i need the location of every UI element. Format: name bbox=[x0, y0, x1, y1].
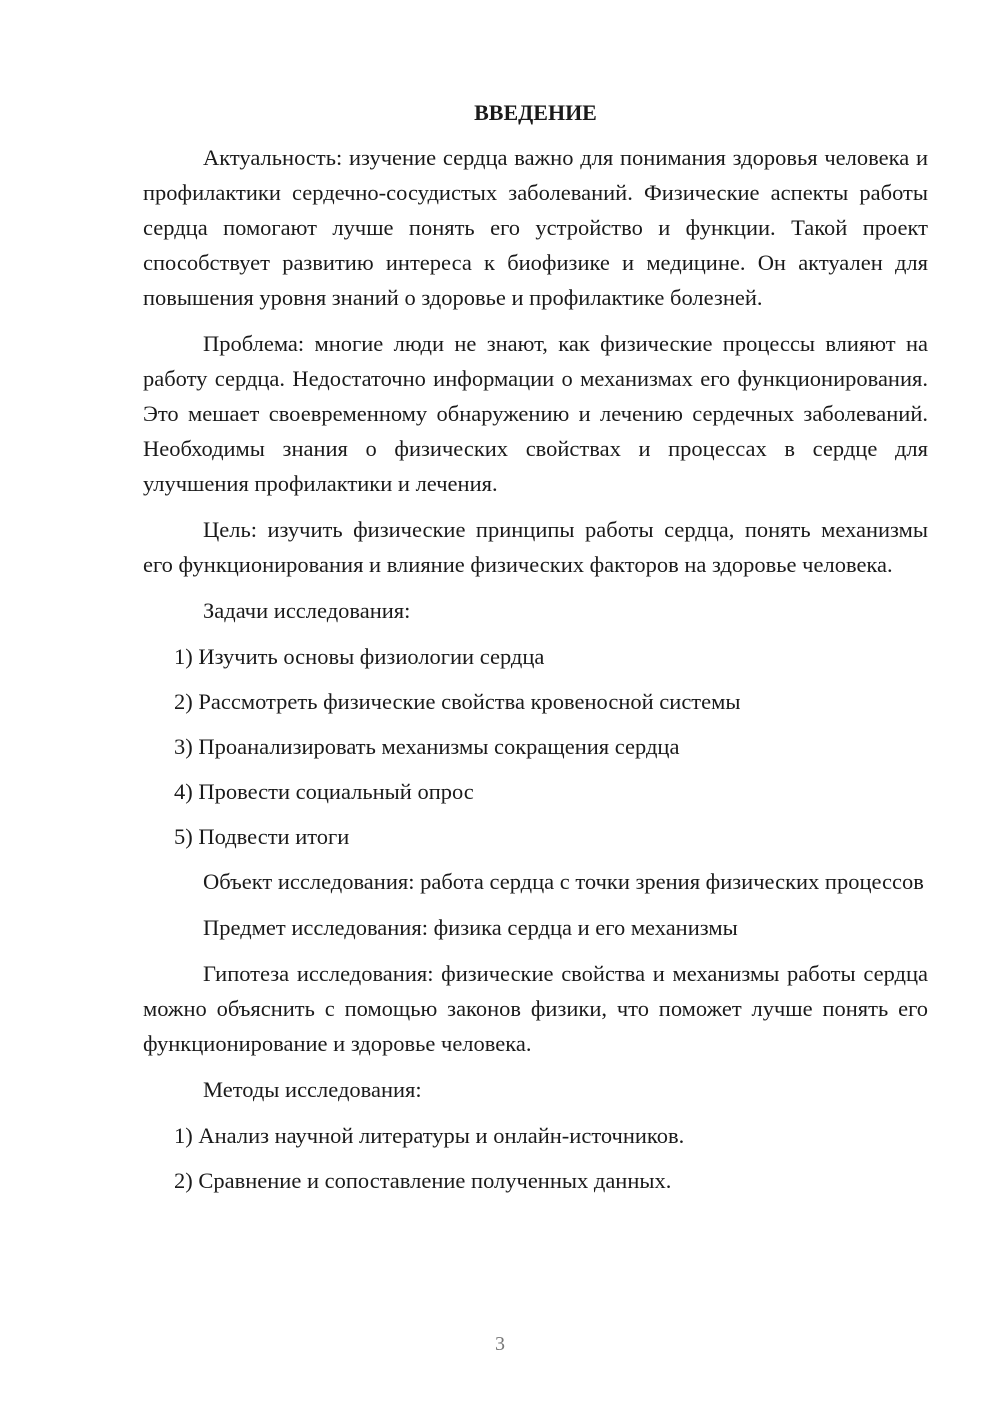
task-item: 2) Рассмотреть физические свойства кровеносной системы bbox=[174, 689, 741, 714]
page-number: 3 bbox=[495, 1333, 505, 1355]
relevance-paragraph: Актуальность: изучение сердца важно для понимания здоровья человека и профилактики сердечно-сосудистых заболеваний. Физические аспекты работы сердца помогают лучше понять его устройство и функции. Такой проект способствует развитию интереса к биофизике и медицине. Он актуален для повышения уровня знаний о здоровье и профилактике болезней. bbox=[143, 145, 928, 310]
tasks-heading: Задачи исследования: bbox=[203, 598, 411, 623]
method-item: 2) Сравнение и сопоставление полученных данных. bbox=[174, 1168, 672, 1193]
page-title: ВВЕДЕНИЕ bbox=[474, 100, 597, 125]
hypothesis-paragraph: Гипотеза исследования: физические свойства и механизмы работы сердца можно объяснить с помощью законов физики, что поможет лучше понять его функционирование и здоровье человека. bbox=[143, 961, 928, 1056]
task-item: 1) Изучить основы физиологии сердца bbox=[174, 644, 545, 669]
methods-heading: Методы исследования: bbox=[203, 1077, 422, 1102]
object-paragraph: Объект исследования: работа сердца с точки зрения физических процессов bbox=[203, 869, 924, 894]
problem-paragraph: Проблема: многие люди не знают, как физические процессы влияют на работу сердца. Недостаточно информации о механизмах его функционирования. Это мешает своевременному обнаружению и лечению сердечных заболеваний. Необходимы знания о физических свойствах и процессах в сердце для улучшения профилактики и лечения. bbox=[143, 331, 928, 496]
subject-paragraph: Предмет исследования: физика сердца и его механизмы bbox=[203, 915, 738, 940]
task-item: 4) Провести социальный опрос bbox=[174, 779, 474, 804]
task-item: 5) Подвести итоги bbox=[174, 824, 350, 849]
goal-paragraph: Цель: изучить физические принципы работы сердца, понять механизмы его функционирования и влияние физических факторов на здоровье человека. bbox=[143, 517, 928, 577]
method-item: 1) Анализ научной литературы и онлайн-источников. bbox=[174, 1123, 685, 1148]
task-item: 3) Проанализировать механизмы сокращения сердца bbox=[174, 734, 680, 759]
document-page bbox=[143, 95, 928, 1208]
